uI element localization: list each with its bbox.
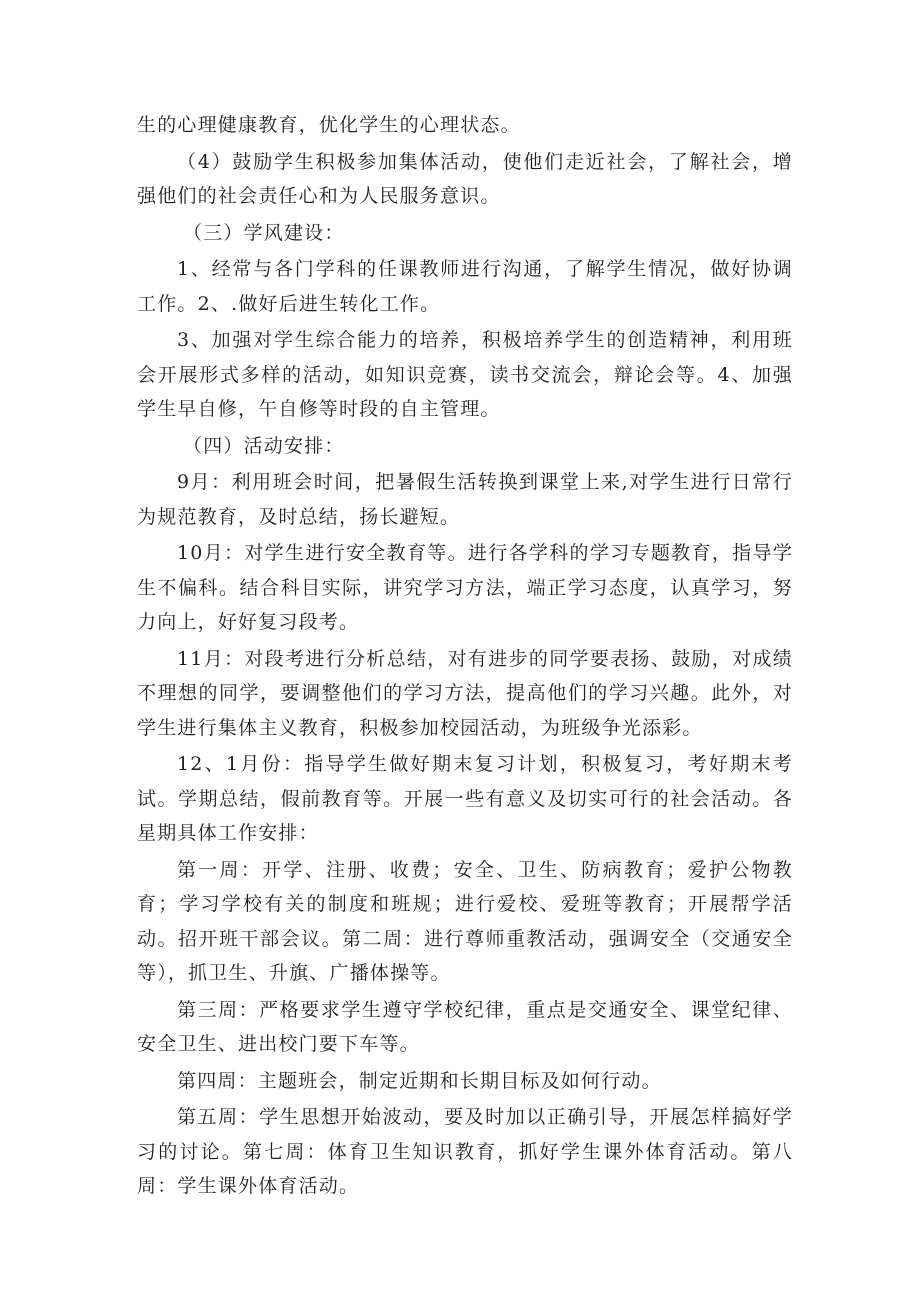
paragraph: 1、经常与各门学科的任课教师进行沟通，了解学生情况，做好协调工作。2、.做好后进生转化工作。 bbox=[137, 258, 793, 315]
paragraph: 9月：利用班会时间，把暑假生活转换到课堂上来,对学生进行日常行为规范教育，及时总结，扬长避短。 bbox=[137, 471, 793, 528]
paragraph: （4）鼓励学生积极参加集体活动，使他们走近社会，了解社会，增强他们的社会责任心和为人民服务意识。 bbox=[137, 150, 793, 207]
paragraph: 生的心理健康教育，优化学生的心理状态。 bbox=[137, 114, 521, 136]
section-heading: （四）活动安排： bbox=[183, 434, 345, 457]
paragraph: 第一周：开学、注册、收费；安全、卫生、防病教育；爱护公物教育；学习学校有关的制度和班规；进行爱校、爱班等教育；开展帮学活动。招开班干部会议。第二周：进行尊师重教活动，强调安全（交通安全等），抓卫生、升旗、广播体操等。 bbox=[137, 858, 793, 984]
paragraph: 11月：对段考进行分析总结，对有进步的同学要表扬、鼓励，对成绩不理想的同学，要调整他们的学习方法，提高他们的学习兴趣。此外，对学生进行集体主义教育，积极参加校园活动，为班级争光添彩。 bbox=[137, 647, 793, 739]
section-heading: （三）学风建设： bbox=[183, 221, 345, 244]
paragraph: 第四周：主题班会，制定近期和长期目标及如何行动。 bbox=[177, 1069, 662, 1092]
paragraph: 3、加强对学生综合能力的培养，积极培养学生的创造精神，利用班会开展形式多样的活动，如知识竞赛，读书交流会，辩论会等。4、加强学生早自修，午自修等时段的自主管理。 bbox=[137, 329, 793, 420]
paragraph: 10月：对学生进行安全教育等。进行各学科的学习专题教育，指导学生不偏科。结合科目实际，讲究学习方法，端正学习态度，认真学习，努力向上，好好复习段考。 bbox=[137, 542, 793, 633]
document-body bbox=[137, 108, 793, 1204]
paragraph: 12、1月份：指导学生做好期末复习计划，积极复习，考好期末考试。学期总结，假前教育等。开展一些有意义及切实可行的社会活动。各星期具体工作安排： bbox=[137, 753, 793, 844]
paragraph: 第三周：严格要求学生遵守学校纪律，重点是交通安全、课堂纪律、安全卫生、进出校门要下车等。 bbox=[137, 998, 793, 1055]
paragraph: 第五周：学生思想开始波动，要及时加以正确引导，开展怎样搞好学习的讨论。第七周：体育卫生知识教育，抓好学生课外体育活动。第八周：学生课外体育活动。 bbox=[137, 1106, 793, 1197]
